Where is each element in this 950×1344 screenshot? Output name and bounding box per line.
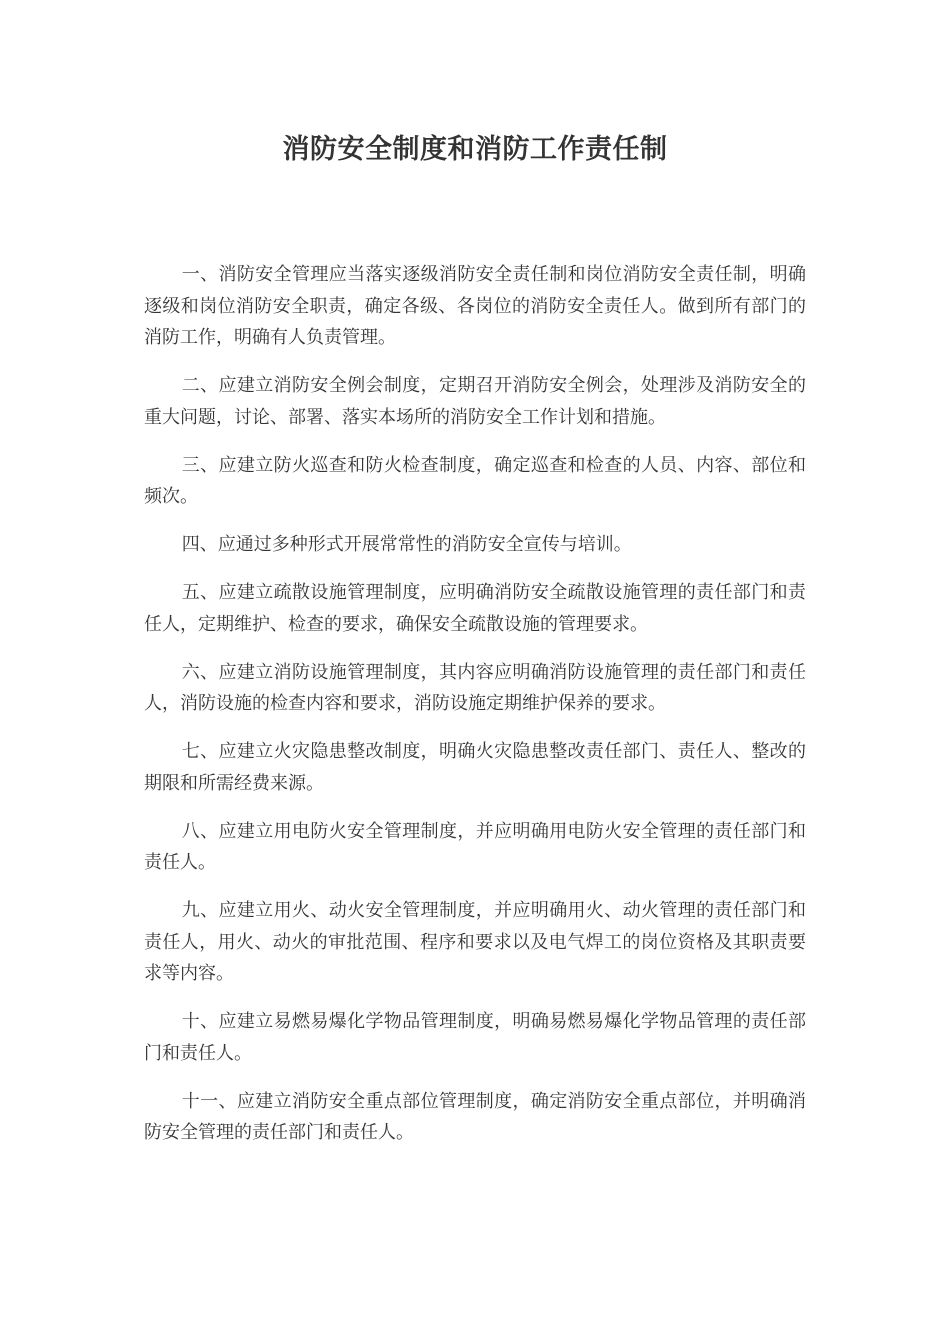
paragraph-1: 一、消防安全管理应当落实逐级消防安全责任制和岗位消防安全责任制，明确逐级和岗位消防安全职责，确定各级、各岗位的消防安全责任人。做到所有部门的消防工作，明确有人负责管理。 xyxy=(144,264,806,348)
paragraph-8: 八、应建立用电防火安全管理制度，并应明确用电防火安全管理的责任部门和责任人。 xyxy=(144,820,806,873)
paragraph-4: 四、应通过多种形式开展常常性的消防安全宣传与培训。 xyxy=(181,534,632,555)
paragraph-6: 六、应建立消防设施管理制度，其内容应明确消防设施管理的责任部门和责任人，消防设施的检查内容和要求，消防设施定期维护保养的要求。 xyxy=(144,661,806,714)
document-title: 消防安全制度和消防工作责任制 xyxy=(282,134,668,165)
paragraph-2: 二、应建立消防安全例会制度，定期召开消防安全例会，处理涉及消防安全的重大问题，讨论、部署、落实本场所的消防安全工作计划和措施。 xyxy=(144,375,806,428)
document-body xyxy=(144,259,806,1165)
paragraph-11: 十一、应建立消防安全重点部位管理制度，确定消防安全重点部位，并明确消防安全管理的责任部门和责任人。 xyxy=(144,1090,806,1143)
paragraph-10: 十、应建立易燃易爆化学物品管理制度，明确易燃易爆化学物品管理的责任部门和责任人。 xyxy=(144,1011,806,1064)
paragraph-3: 三、应建立防火巡查和防火检查制度，确定巡查和检查的人员、内容、部位和频次。 xyxy=(144,454,806,507)
paragraph-9: 九、应建立用火、动火安全管理制度，并应明确用火、动火管理的责任部门和责任人，用火、动火的审批范围、程序和要求以及电气焊工的岗位资格及其职责要求等内容。 xyxy=(144,900,806,984)
paragraph-5: 五、应建立疏散设施管理制度，应明确消防安全疏散设施管理的责任部门和责任人，定期维护、检查的要求，确保安全疏散设施的管理要求。 xyxy=(144,582,806,635)
paragraph-7: 七、应建立火灾隐患整改制度，明确火灾隐患整改责任部门、责任人、整改的期限和所需经费来源。 xyxy=(144,741,806,794)
